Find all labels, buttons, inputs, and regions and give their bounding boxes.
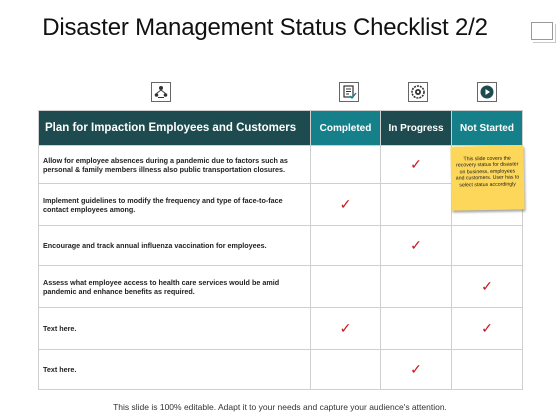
- not-started-check: ✓: [452, 266, 523, 308]
- header-plan: Plan for Impaction Employees and Customers: [39, 111, 311, 146]
- footer-text: This slide is 100% editable. Adapt it to your needs and capture your audience's attention.: [113, 402, 447, 412]
- in-progress-check: ✓: [381, 146, 452, 184]
- header-in-progress: In Progress: [381, 111, 452, 146]
- in-progress-check: ✓: [381, 350, 452, 390]
- table-row: [39, 184, 523, 226]
- row-text: Text here.: [39, 350, 311, 390]
- row-text: Allow for employee absences during a pandemic due to factors such as personal & family members illness also public transportation closures.: [39, 146, 311, 184]
- header-not-started: Not Started: [452, 111, 523, 146]
- header-completed: Completed: [311, 111, 381, 146]
- not-started-check: [452, 350, 523, 390]
- people-network-icon: [151, 82, 171, 102]
- table-row: [39, 350, 523, 390]
- row-text: Text here.: [39, 308, 311, 350]
- in-progress-check: [381, 308, 452, 350]
- in-progress-check: [381, 184, 452, 226]
- not-started-check: [452, 226, 523, 266]
- document-check-icon: [339, 82, 359, 102]
- row-text: Encourage and track annual influenza vaccination for employees.: [39, 226, 311, 266]
- in-progress-check: ✓: [381, 226, 452, 266]
- window-corner-icon: [531, 22, 553, 40]
- play-icon: [477, 82, 497, 102]
- row-text: Assess what employee access to health care services would be amid pandemic and enhance benefits as required.: [39, 266, 311, 308]
- not-started-check: ✓: [452, 308, 523, 350]
- completed-check: [311, 266, 381, 308]
- in-progress-check: [381, 266, 452, 308]
- table-header-row: [39, 111, 523, 146]
- completed-check: [311, 350, 381, 390]
- table-row: [39, 308, 523, 350]
- row-text: Implement guidelines to modify the frequency and type of face-to-face contact employees among.: [39, 184, 311, 226]
- completed-check: [311, 146, 381, 184]
- completed-check: ✓: [311, 184, 381, 226]
- completed-check: [311, 226, 381, 266]
- table-row: [39, 226, 523, 266]
- completed-check: ✓: [311, 308, 381, 350]
- table-row: [39, 266, 523, 308]
- page-title: Disaster Management Status Checklist 2/2: [42, 14, 488, 41]
- gauge-icon: [408, 82, 428, 102]
- sticky-note: This slide covers the recovery status for disaster on business, employees and customers. User has to select status accordingly: [450, 145, 524, 210]
